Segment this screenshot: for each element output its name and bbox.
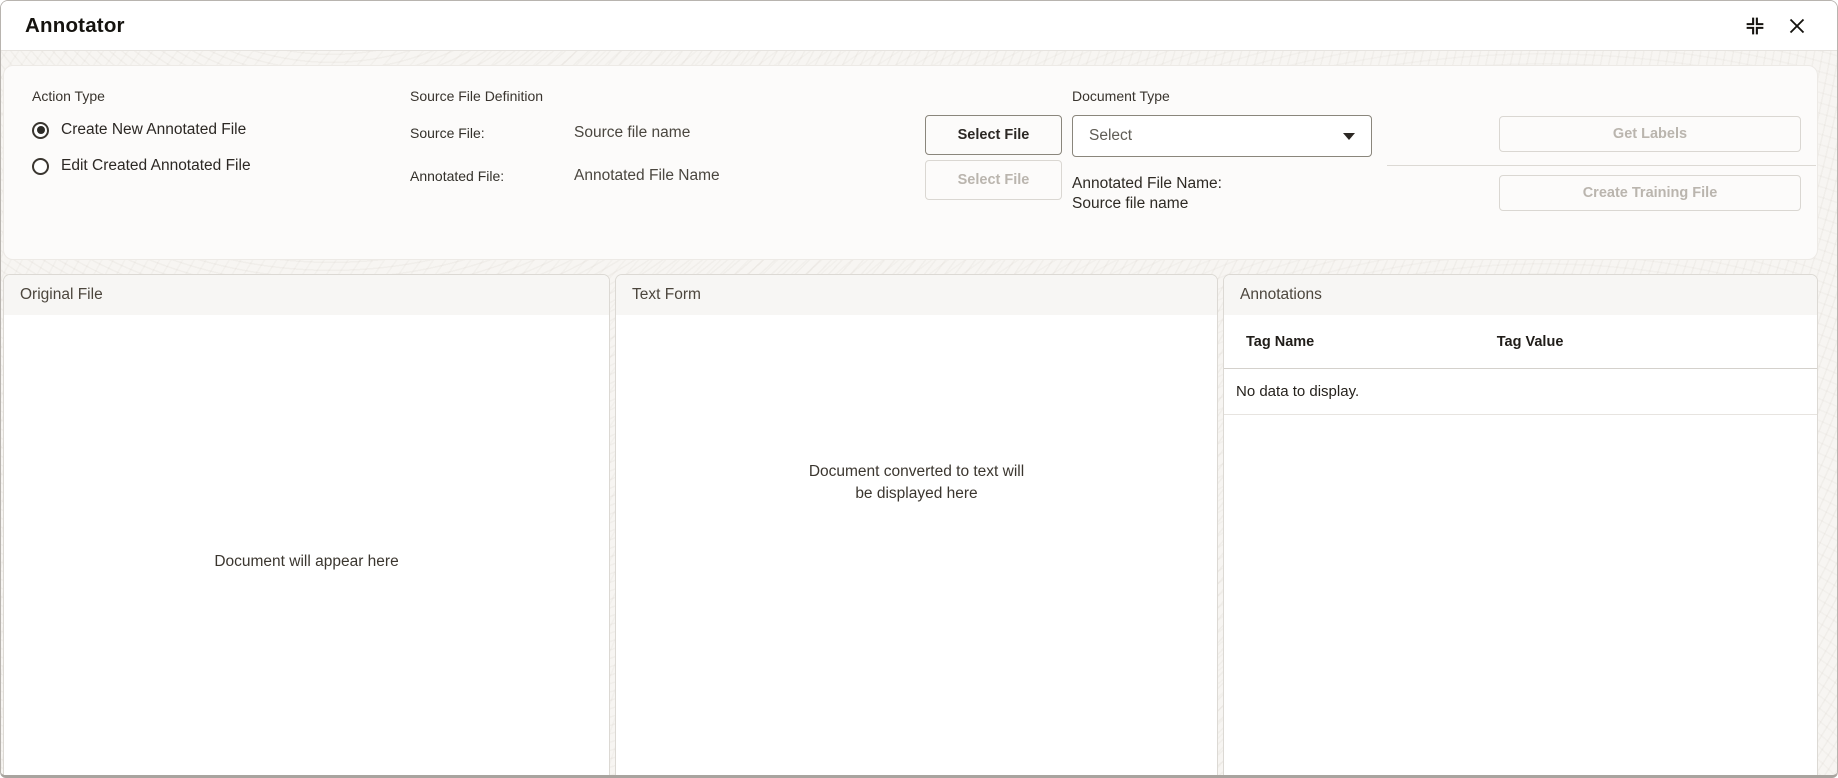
column-header-tag-name: Tag Name [1246,334,1315,350]
original-file-placeholder: Document will appear here [214,553,399,570]
text-form-placeholder-line2: be displayed here [855,485,978,502]
original-file-panel [3,274,610,776]
collapse-icon[interactable] [1743,14,1767,38]
source-file-name-value: Source file name [574,124,691,141]
chevron-down-icon [1343,133,1355,140]
annotated-file-name-text: Source file name [1072,195,1189,212]
annotated-file-name-value: Annotated File Name [574,167,720,184]
source-file-definition-label: Source File Definition [410,88,544,104]
get-labels-button[interactable]: Get Labels [1499,116,1801,152]
annotated-file-name-caption: Annotated File Name: [1072,175,1222,192]
text-form-placeholder-line1: Document converted to text will [808,463,1025,480]
text-form-panel-header [616,275,1217,315]
create-training-file-button[interactable]: Create Training File [1499,175,1801,211]
annotations-panel [1223,274,1818,776]
close-icon[interactable] [1785,14,1809,38]
text-form-panel [615,274,1218,776]
app-body [1,51,1837,775]
annotations-panel-title: Annotations [1240,286,1322,303]
annotations-table-header-row [1224,315,1817,369]
text-form-panel-body [616,315,1217,776]
source-file-label: Source File: [410,125,485,141]
document-type-select[interactable] [1072,115,1372,157]
titlebar [1,1,1837,51]
radio-option-label: Edit Created Annotated File [61,157,251,174]
select-annotated-file-button[interactable]: Select File [925,160,1062,200]
radio-option-label: Create New Annotated File [61,121,247,138]
document-type-label: Document Type [1072,88,1170,104]
column-header-tag-value: Tag Value [1496,334,1564,350]
select-placeholder: Select [1089,127,1133,144]
page-title: Annotator [25,13,125,37]
original-file-panel-body [4,315,609,776]
text-form-placeholder [616,461,1217,505]
select-source-file-button[interactable]: Select File [925,115,1062,155]
action-type-label: Action Type [32,88,105,104]
radio-button-icon[interactable] [32,122,49,139]
radio-option-create-new-annotated-file[interactable] [32,121,246,139]
original-file-panel-header [4,275,609,315]
panels-row [3,274,1817,776]
annotated-file-name-block [1072,174,1222,214]
form-row-divider [1387,165,1816,166]
window-controls [1743,14,1809,38]
radio-option-edit-created-annotated-file[interactable] [32,157,251,175]
annotations-table [1224,315,1817,776]
text-form-panel-title: Text Form [632,286,701,303]
radio-button-icon[interactable] [32,158,49,175]
annotated-file-label: Annotated File: [410,168,505,184]
annotations-panel-header [1224,275,1817,315]
no-data-message: No data to display. [1224,369,1817,415]
original-file-panel-title: Original File [20,286,103,303]
annotator-form [3,65,1818,260]
